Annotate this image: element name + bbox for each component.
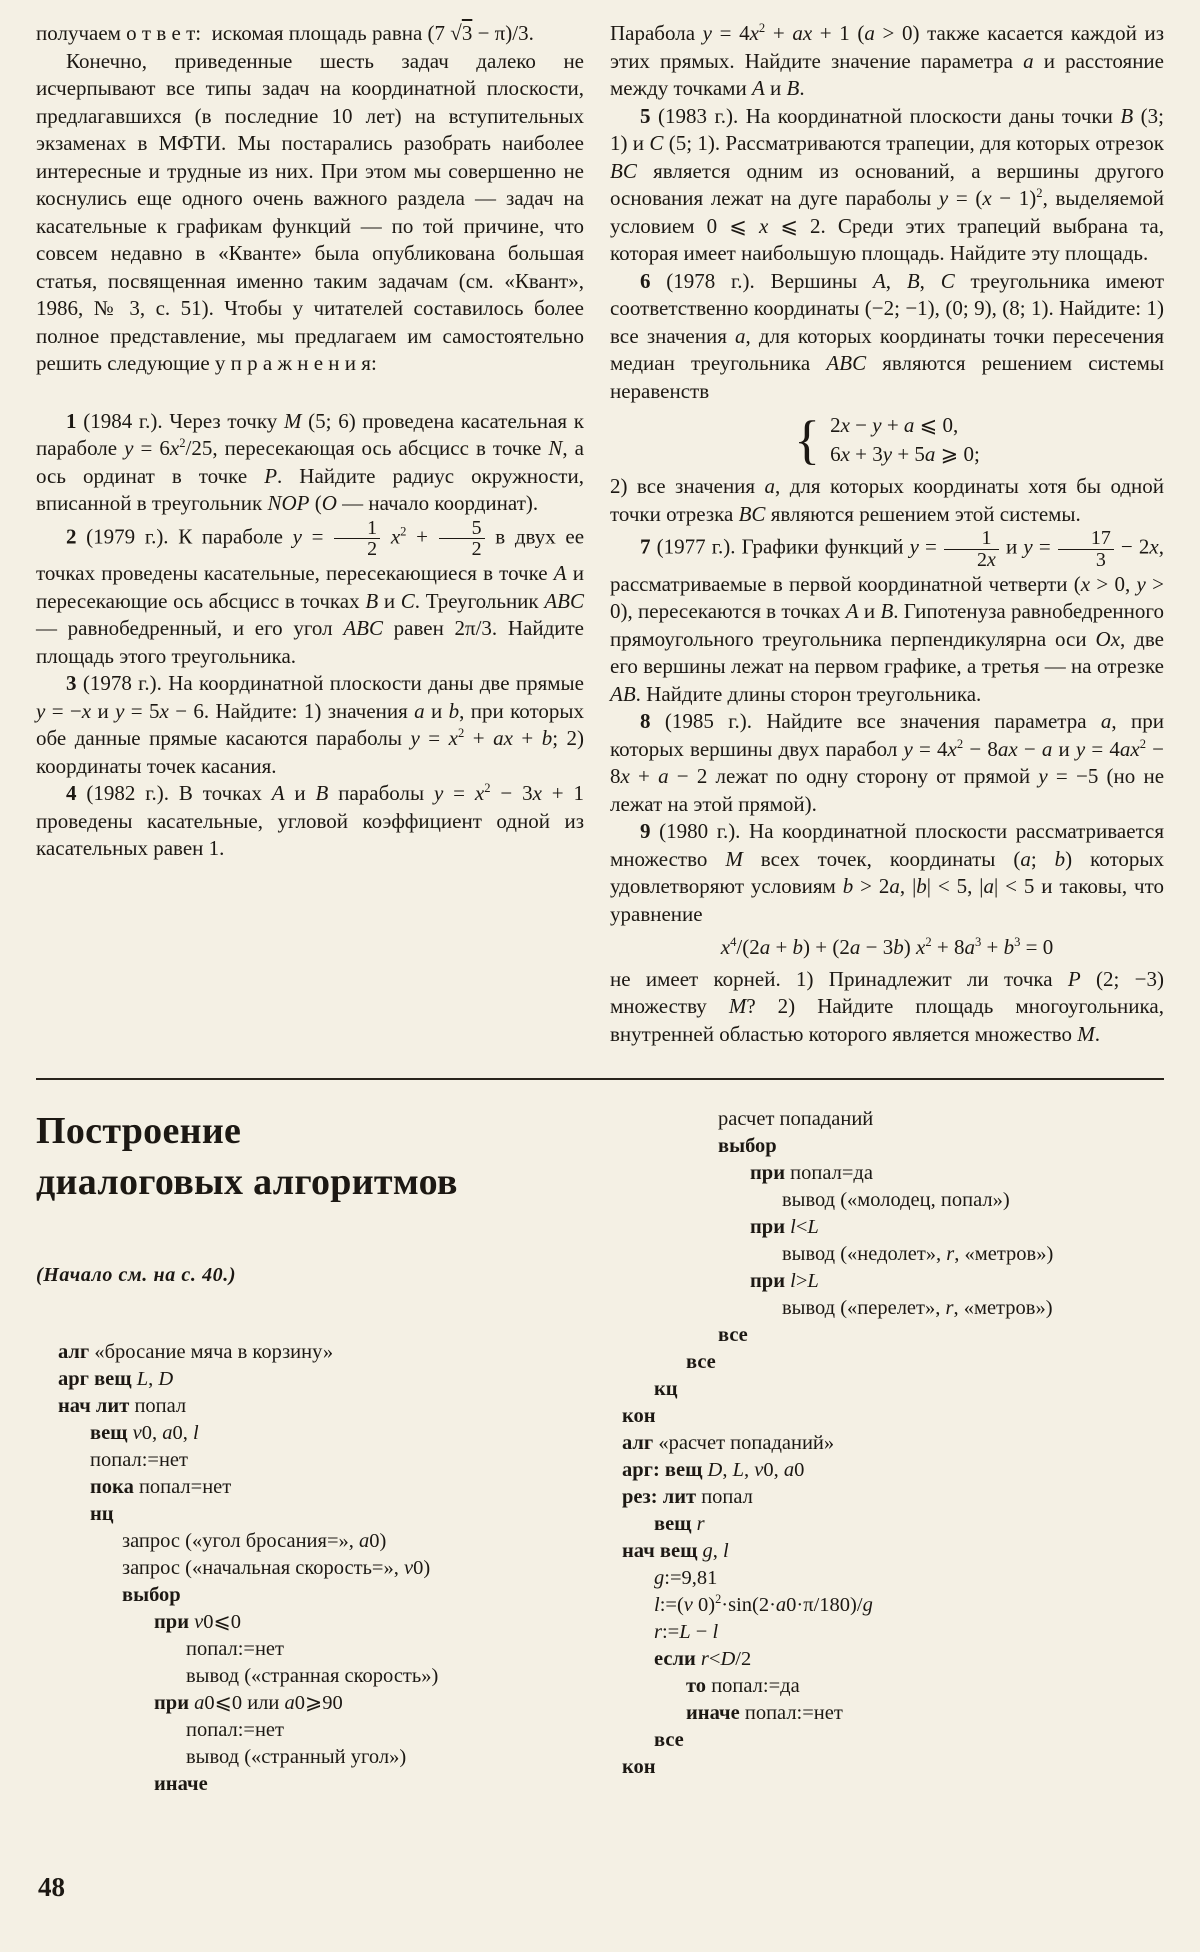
code-line: если r<D/2 (654, 1648, 752, 1670)
page-number: 48 (38, 1872, 65, 1902)
section-divider-rule (36, 1078, 1164, 1080)
code-line: кц (654, 1378, 678, 1400)
code-line: r:=L − l (654, 1621, 719, 1643)
code-line: вещ v0, a0, l (90, 1422, 199, 1444)
code-line: при a0⩽0 или a0⩾90 (154, 1692, 343, 1714)
code-line: нач вещ g, l (622, 1540, 729, 1562)
code-line: вывод («странный угол») (186, 1746, 407, 1768)
code-line: нач лит попал (58, 1395, 187, 1417)
paragraph: получаем о т в е т: искомая площадь равна (7 √3 − π)/3. (36, 21, 534, 45)
code-line: иначе попал:=нет (686, 1702, 843, 1724)
paragraph: 6 (1978 г.). Вершины A, B, C треугольника имеют соответственно координаты (−2; −1), (0; 9), (8; 1). Найдите: 1) все значения a, для которых координаты точки пересечения медиан треугольника ABC являются решением системы неравенств (610, 268, 1165, 403)
code-line: все (718, 1324, 748, 1346)
paragraph: Конечно, приведенные шесть задач далеко не исчерпывают все типы задач на координатной плоскости, предлагавшихся (в последние 10 лет) на вступительных экзаменах в МФТИ. Мы постарались разобрать наиболее интересные и трудные из них. При этом мы совершенно не коснулись еще одного очень важного раздела — задач на касательные к графикам функций — по той причине, что совсем недавно в «Кванте» была опубликована большая статья, посвященная именно таким задачам (см. «Квант», 1986, № 3, с. 51). Чтобы у читателей составилось более полное представление, мы предлагаем им самостоятельно решить следующие у п р а ж н е н и я: (36, 48, 584, 375)
code-line: вывод («молодец, попал») (782, 1189, 1010, 1211)
continuation-note: (Начало см. на с. 40.) (36, 1264, 237, 1286)
code-line: рез: лит попал (622, 1486, 753, 1508)
problems-section (36, 20, 1164, 1048)
code-line: при v0⩽0 (154, 1611, 241, 1633)
code-line: то попал:=да (686, 1675, 800, 1697)
paragraph: 3 (1978 г.). На координатной плоскости даны две прямые y = −x и y = 5x − 6. Найдите: 1) значения a и b, при которых обе данные прямые касаются параболы $y = x^2$ + ax + b; 2) координаты точек касания. (36, 671, 585, 778)
code-line: l:=(v 0)$^2$·sin(2·a0·π/180)/g (654, 1592, 873, 1616)
paragraph: 2) все значения a, для которых координаты хотя бы одной точки отрезка BC являются решением этой системы. (610, 474, 1164, 526)
code-line: при l>L (750, 1270, 819, 1292)
code-line: вывод («странная скорость») (186, 1665, 439, 1687)
code-line: вывод («перелет», r, «метров») (782, 1297, 1053, 1319)
paragraph: 2 (1979 г.). К параболе y = $\frac{1}{2}$ $x^2$ + $\frac{5}{2}$ в двух ее точках проведены касательные, пересекающиеся в точке A и пересекающие ось абсцисс в точках B и C. Треугольник ABC — равнобедренный, и его угол ABC равен 2π/3. Найдите площадь этого треугольника. (36, 516, 585, 668)
code-line: вывод («недолет», r, «метров») (782, 1243, 1054, 1265)
paragraph: не имеет корней. 1) Принадлежит ли точка P (2; −3) множеству M? 2) Найдите площадь многоугольника, внутренней областью которого является множество M. (610, 966, 1164, 1046)
code-line: пока попал=нет (90, 1476, 232, 1498)
algorithm-code-right (622, 1106, 1164, 1781)
paragraph: 9 (1980 г.). На координатной плоскости рассматривается множество M всех точек, координаты (a; b) которых удовлетворяют условиям b > 2a, |b| < 5, |a| < 5 и таковы, что уравнение (610, 819, 1164, 926)
algorithms-article-section (36, 1104, 1164, 1798)
top-right-column (610, 20, 1164, 1048)
paragraph: Парабола $y = 4x^2$ + ax + 1 (a > 0) также касается каждой из этих прямых. Найдите значение параметра a и расстояние между точками A и B. (610, 21, 1165, 100)
code-line: запрос («начальная скорость=», v0) (122, 1557, 431, 1579)
code-line: попал:=нет (186, 1638, 284, 1660)
equation: { 2x − y + a ⩽ 0, 6x + 3y + 5a ⩾ 0; (794, 409, 980, 470)
article-title-line2: диалоговых алгоритмов (36, 1161, 458, 1203)
code-line: попал:=нет (186, 1719, 284, 1741)
code-line: все (686, 1351, 716, 1373)
code-line: иначе (154, 1773, 208, 1795)
code-line: все (654, 1729, 684, 1751)
code-line: арг: вещ D, L, v0, a0 (622, 1459, 805, 1481)
code-line: вещ r (654, 1513, 705, 1535)
code-line: попал:=нет (90, 1449, 188, 1471)
code-line: арг вещ L, D (58, 1368, 174, 1390)
code-line: алг «бросание мяча в корзину» (58, 1341, 334, 1363)
paragraph: 7 (1977 г.). Графики функций y = $\frac{1}{2x}$ и y = $\frac{17}{3}$ − 2x, рассматриваемые в первой координатной четверти (x > 0, y > 0), пересекаются в точках A и B. Гипотенуза равнобедренного прямоугольного треугольника перпендикулярна оси Ox, две его вершины лежат на первом графике, а третья — на отрезке AB. Найдите длины сторон треугольника. (610, 527, 1165, 706)
article-title-line1: Построение (36, 1110, 242, 1152)
code-line: выбор (122, 1584, 181, 1606)
paragraph: 1 (1984 г.). Через точку M (5; 6) проведена касательная к параболе $y = 6x^2/25$, пересекающая ось абсцисс в точке N, а ось ординат в точке P. Найдите радиус окружности, вписанной в треугольник NOP (O — начало координат). (36, 408, 584, 515)
paragraph: 5 (1983 г.). На координатной плоскости даны точки B (3; 1) и C (5; 1). Рассматриваются трапеции, для которых отрезок BC является одним из оснований, а вершины другого основания лежат на дуге параболы $y = (x - 1)^2$, выделяемой условием 0 ⩽ x ⩽ 2. Среди этих трапеций выбрана та, которая имеет наибольшую площадь. Найдите эту площадь. (610, 103, 1164, 265)
code-line: кон (622, 1756, 656, 1778)
code-line: алг «расчет попаданий» (622, 1432, 835, 1454)
code-line: запрос («угол бросания=», a0) (122, 1530, 387, 1552)
bottom-left-column (36, 1104, 584, 1798)
bottom-right-column (610, 1104, 1164, 1798)
paragraph: 4 (1982 г.). В точках A и B параболы $y = x^2 - 3x + 1$ проведены касательные, угловой коэффициент одной из касательных равен 1. (36, 781, 585, 860)
top-left-column (36, 20, 584, 1048)
code-line: при l<L (750, 1216, 819, 1238)
code-line: расчет попаданий (718, 1108, 874, 1130)
code-line: g:=9,81 (654, 1567, 718, 1589)
code-line: при попал=да (750, 1162, 873, 1184)
code-line: кон (622, 1405, 656, 1427)
equation: $x^4/(2a + b) + (2a - 3b) x^2 + 8a^3 + b^3 = 0$ (720, 935, 1054, 959)
article-title (36, 1106, 584, 1208)
paragraph: 8 (1985 г.). Найдите все значения параметра a, при которых вершины двух парабол $y = 4x^2 - 8ax - a$ и $y = 4ax^2 - 8x + a - 2$ лежат по одну сторону от прямой y = −5 (но не лежат на этой прямой). (610, 709, 1165, 816)
code-line: нц (90, 1503, 114, 1525)
algorithm-code-left (58, 1339, 584, 1798)
code-line: выбор (718, 1135, 777, 1157)
